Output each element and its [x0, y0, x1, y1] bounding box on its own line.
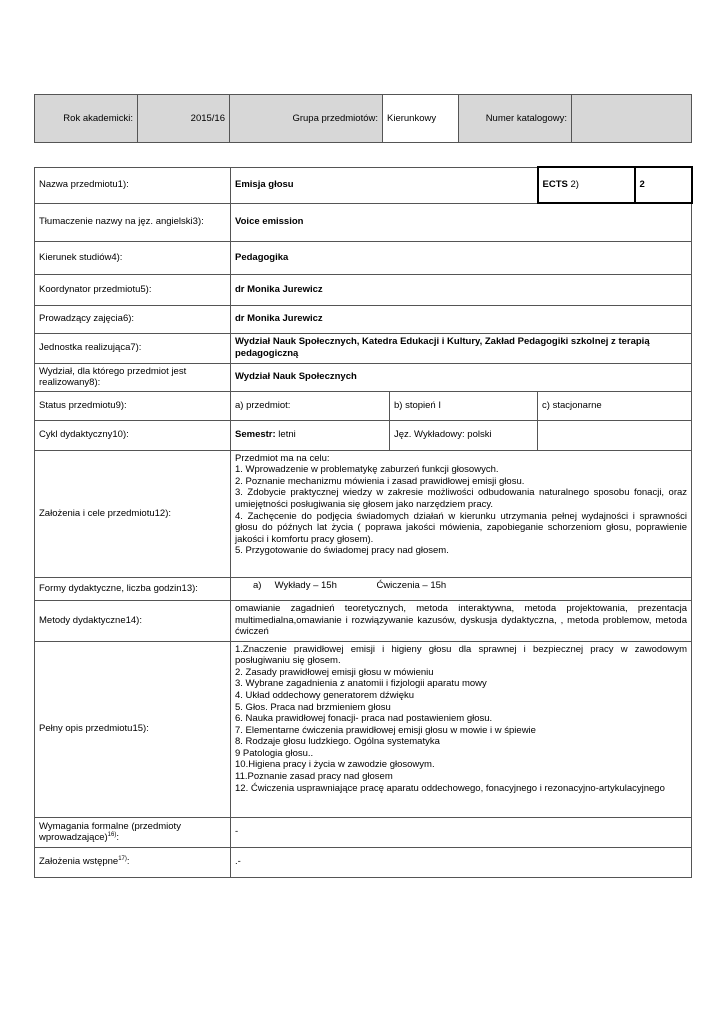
goals-label: Założenia i cele przedmiotu12): — [35, 450, 231, 577]
goals-line: 1. Wprowadzenie w problematykę zaburzeń funkcji głosowych. — [235, 464, 499, 476]
semester-cell — [231, 420, 390, 450]
description-line: 9 Patologia głosu.. — [235, 747, 314, 759]
description-line: 6. Nauka prawidłowej fonacji- praca nad postawieniem głosu. — [235, 713, 493, 725]
requirements-text: Wymagania formalne (przedmioty wprowadzające) — [39, 820, 181, 844]
requirements-label — [35, 817, 231, 847]
requirements-footnote: 16) — [107, 832, 117, 839]
cycle-empty — [538, 420, 692, 450]
coordinator-label: Koordynator przedmiotu5): — [35, 274, 231, 305]
description-line: 4. Układ oddechowy generatorem dźwięku — [235, 689, 415, 701]
goals-line: 4. Zachęcenie do podjęcia świadomych działań w kierunku utrzymania pełnej wydajności i sprawności głosu do późnych lat życia ( poprawa jakości mówienia, zapobieganie schorzeniom głosu, poprawienie jakości i komfortu pracy głosem). — [235, 510, 688, 545]
description-line: 5. Głos. Praca nad brzmieniem głosu — [235, 701, 391, 713]
forms-value: a) Wykłady – 15h Ćwiczenia – 15h — [231, 577, 692, 600]
assumptions-colon: : — [126, 856, 130, 868]
academic-year-value: 2015/16 — [138, 95, 230, 143]
course-table — [34, 166, 693, 878]
goals-line: Przedmiot ma na celu: — [235, 452, 330, 464]
goals-line: 5. Przygotowanie do świadomej pracy nad głosem. — [235, 545, 449, 557]
assumptions-text: Założenia wstępne — [39, 856, 119, 868]
requirements-colon: : — [116, 832, 119, 844]
catalog-label: Numer katalogowy: — [459, 95, 572, 143]
unit-label: Jednostka realizująca7): — [35, 333, 231, 363]
status-c: c) stacjonarne — [538, 391, 692, 420]
description-label: Pełny opis przedmiotu15): — [35, 641, 231, 817]
status-label: Status przedmiotu9): — [35, 391, 231, 420]
language: Jęz. Wykładowy: polski — [390, 420, 538, 450]
description-line: 3. Wybrane zagadnienia z anatomii i fizjologii aparatu mowy — [235, 678, 487, 690]
description-line: 12. Ćwiczenia usprawniające pracę aparatu oddechowego, fonacyjnego i rezonacyjno-artykulacyjnego — [235, 782, 665, 794]
cycle-label: Cykl dydaktyczny10): — [35, 420, 231, 450]
description-line: 7. Elementarne ćwiczenia prawidłowej emisji głosu w mowie i w śpiewie — [235, 724, 536, 736]
header-table — [34, 94, 692, 143]
instructor-value: dr Monika Jurewicz — [231, 305, 692, 333]
assumptions-footnote: 17) — [118, 856, 127, 863]
instructor-label: Prowadzący zajęcia6): — [35, 305, 231, 333]
description-line: 1.Znaczenie prawidłowej emisji i higieny głosu dla sprawnej i bezpiecznej pracy w zawodowym posługiwaniu się głosem. — [235, 643, 688, 667]
description-line: 10.Higiena pracy i życia w zawodzie głosowym. — [235, 759, 435, 771]
status-b: b) stopień I — [390, 391, 538, 420]
field-label: Kierunek studiów4): — [35, 241, 231, 274]
ects-label-text: ECTS — [542, 179, 568, 191]
faculty-value: Wydział Nauk Społecznych — [231, 363, 692, 391]
forms-label: Formy dydaktyczne, liczba godzin13): — [35, 577, 231, 600]
course-name-label: Nazwa przedmiotu1): — [35, 167, 231, 203]
description-line: 2. Zasady prawidłowej emisji głosu w mówieniu — [235, 666, 434, 678]
assumptions-label — [35, 847, 231, 877]
goals-line: 3. Zdobycie praktycznej wiedzy w zakresie możliwości odbudowania naturalnego sposobu fonacji, oraz umiejętności posługiwania się głosem jako narzędziem pracy. — [235, 487, 688, 510]
semester-label: Semestr: — [235, 429, 276, 441]
methods-value: omawianie zagadnień teoretycznych, metoda interaktywna, metoda projektowania, prezentacja multimedialna,omawianie i rozwiązywanie kazusów, dyskusja dydaktyczna, , metoda problemow, metoda ćwiczeń — [231, 600, 692, 641]
goals-line: 2. Poznanie mechanizmu mówienia i zasad prawidłowej emisji głosu. — [235, 475, 525, 487]
course-name-value: Emisja głosu — [231, 167, 538, 203]
group-value: Kierunkowy — [383, 95, 459, 143]
description-line: 11.Poznanie zasad pracy nad głosem — [235, 771, 393, 783]
goals-content — [231, 450, 692, 577]
coordinator-value: dr Monika Jurewicz — [231, 274, 692, 305]
semester-value: letni — [275, 429, 296, 441]
ects-value: 2 — [635, 167, 692, 203]
description-content — [231, 641, 692, 817]
translation-value: Voice emission — [231, 203, 692, 241]
catalog-value — [572, 95, 692, 143]
academic-year-label: Rok akademicki: — [35, 95, 138, 143]
translation-label: Tłumaczenie nazwy na jęz. angielski3): — [35, 203, 231, 241]
ects-label — [538, 167, 635, 203]
group-label: Grupa przedmiotów: — [230, 95, 383, 143]
description-line: 8. Rodzaje głosu ludzkiego. Ogólna systematyka — [235, 736, 440, 748]
unit-value: Wydział Nauk Społecznych, Katedra Edukacji i Kultury, Zakład Pedagogiki szkolnej z terapią pedagogiczną — [231, 333, 692, 363]
requirements-value: - — [231, 817, 692, 847]
ects-note: 2) — [567, 179, 579, 191]
assumptions-value: .- — [231, 847, 692, 877]
methods-label: Metody dydaktyczne14): — [35, 600, 231, 641]
status-a: a) przedmiot: — [231, 391, 390, 420]
field-value: Pedagogika — [231, 241, 692, 274]
faculty-label: Wydział, dla którego przedmiot jest realizowany8): — [35, 363, 231, 391]
